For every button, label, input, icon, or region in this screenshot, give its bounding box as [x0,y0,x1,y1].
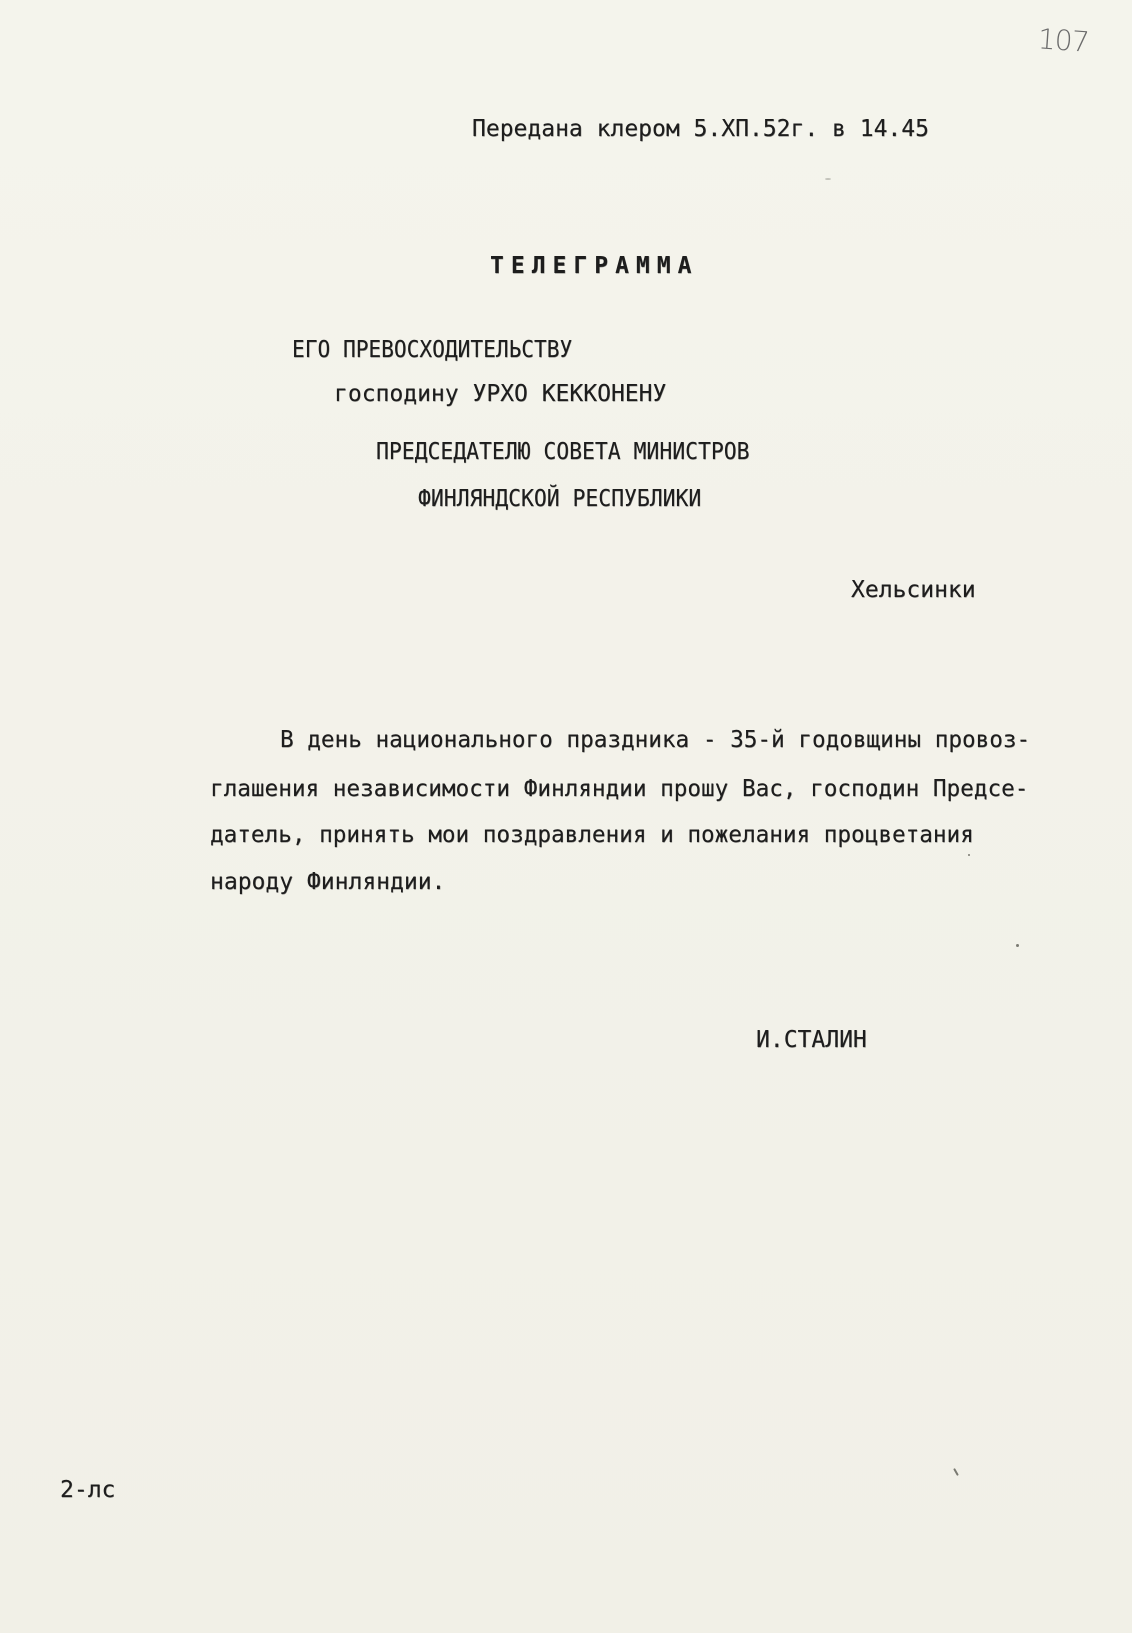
addressee-name: господину УРХО КЕККОНЕНУ [334,381,667,407]
paper-speck [1016,944,1019,947]
body-line: датель, принять мои поздравления и пожелания процветания [210,822,974,848]
destination-city: Хельсинки [851,577,976,603]
signature: И.СТАЛИН [756,1027,867,1053]
transmission-note: Передана клером 5.XП.52г. в 14.45 [472,116,929,142]
folio-number: 107 [1036,22,1090,59]
body-line: глашения независимости Финляндии прошу Вас, господин Предсе- [210,776,1029,802]
page-edge [1132,0,1146,1639]
paper-speck [825,178,831,180]
addressee-position: ПРЕДСЕДАТЕЛЮ СОВЕТА МИНИСТРОВ [376,439,750,465]
body-line: народу Финляндии. [210,869,446,895]
footer-code: 2-лс [60,1477,116,1503]
paper-speck [968,854,970,856]
document-title: ТЕЛЕГРАММА [490,253,699,279]
page-bottom-edge [0,1633,1146,1639]
addressee-honorific: ЕГО ПРЕВОСХОДИТЕЛЬСТВУ [292,337,573,363]
body-line: В день национального праздника - 35-й годовщины провоз- [280,727,1031,753]
addressee-country: ФИНЛЯНДСКОЙ РЕСПУБЛИКИ [418,486,702,512]
